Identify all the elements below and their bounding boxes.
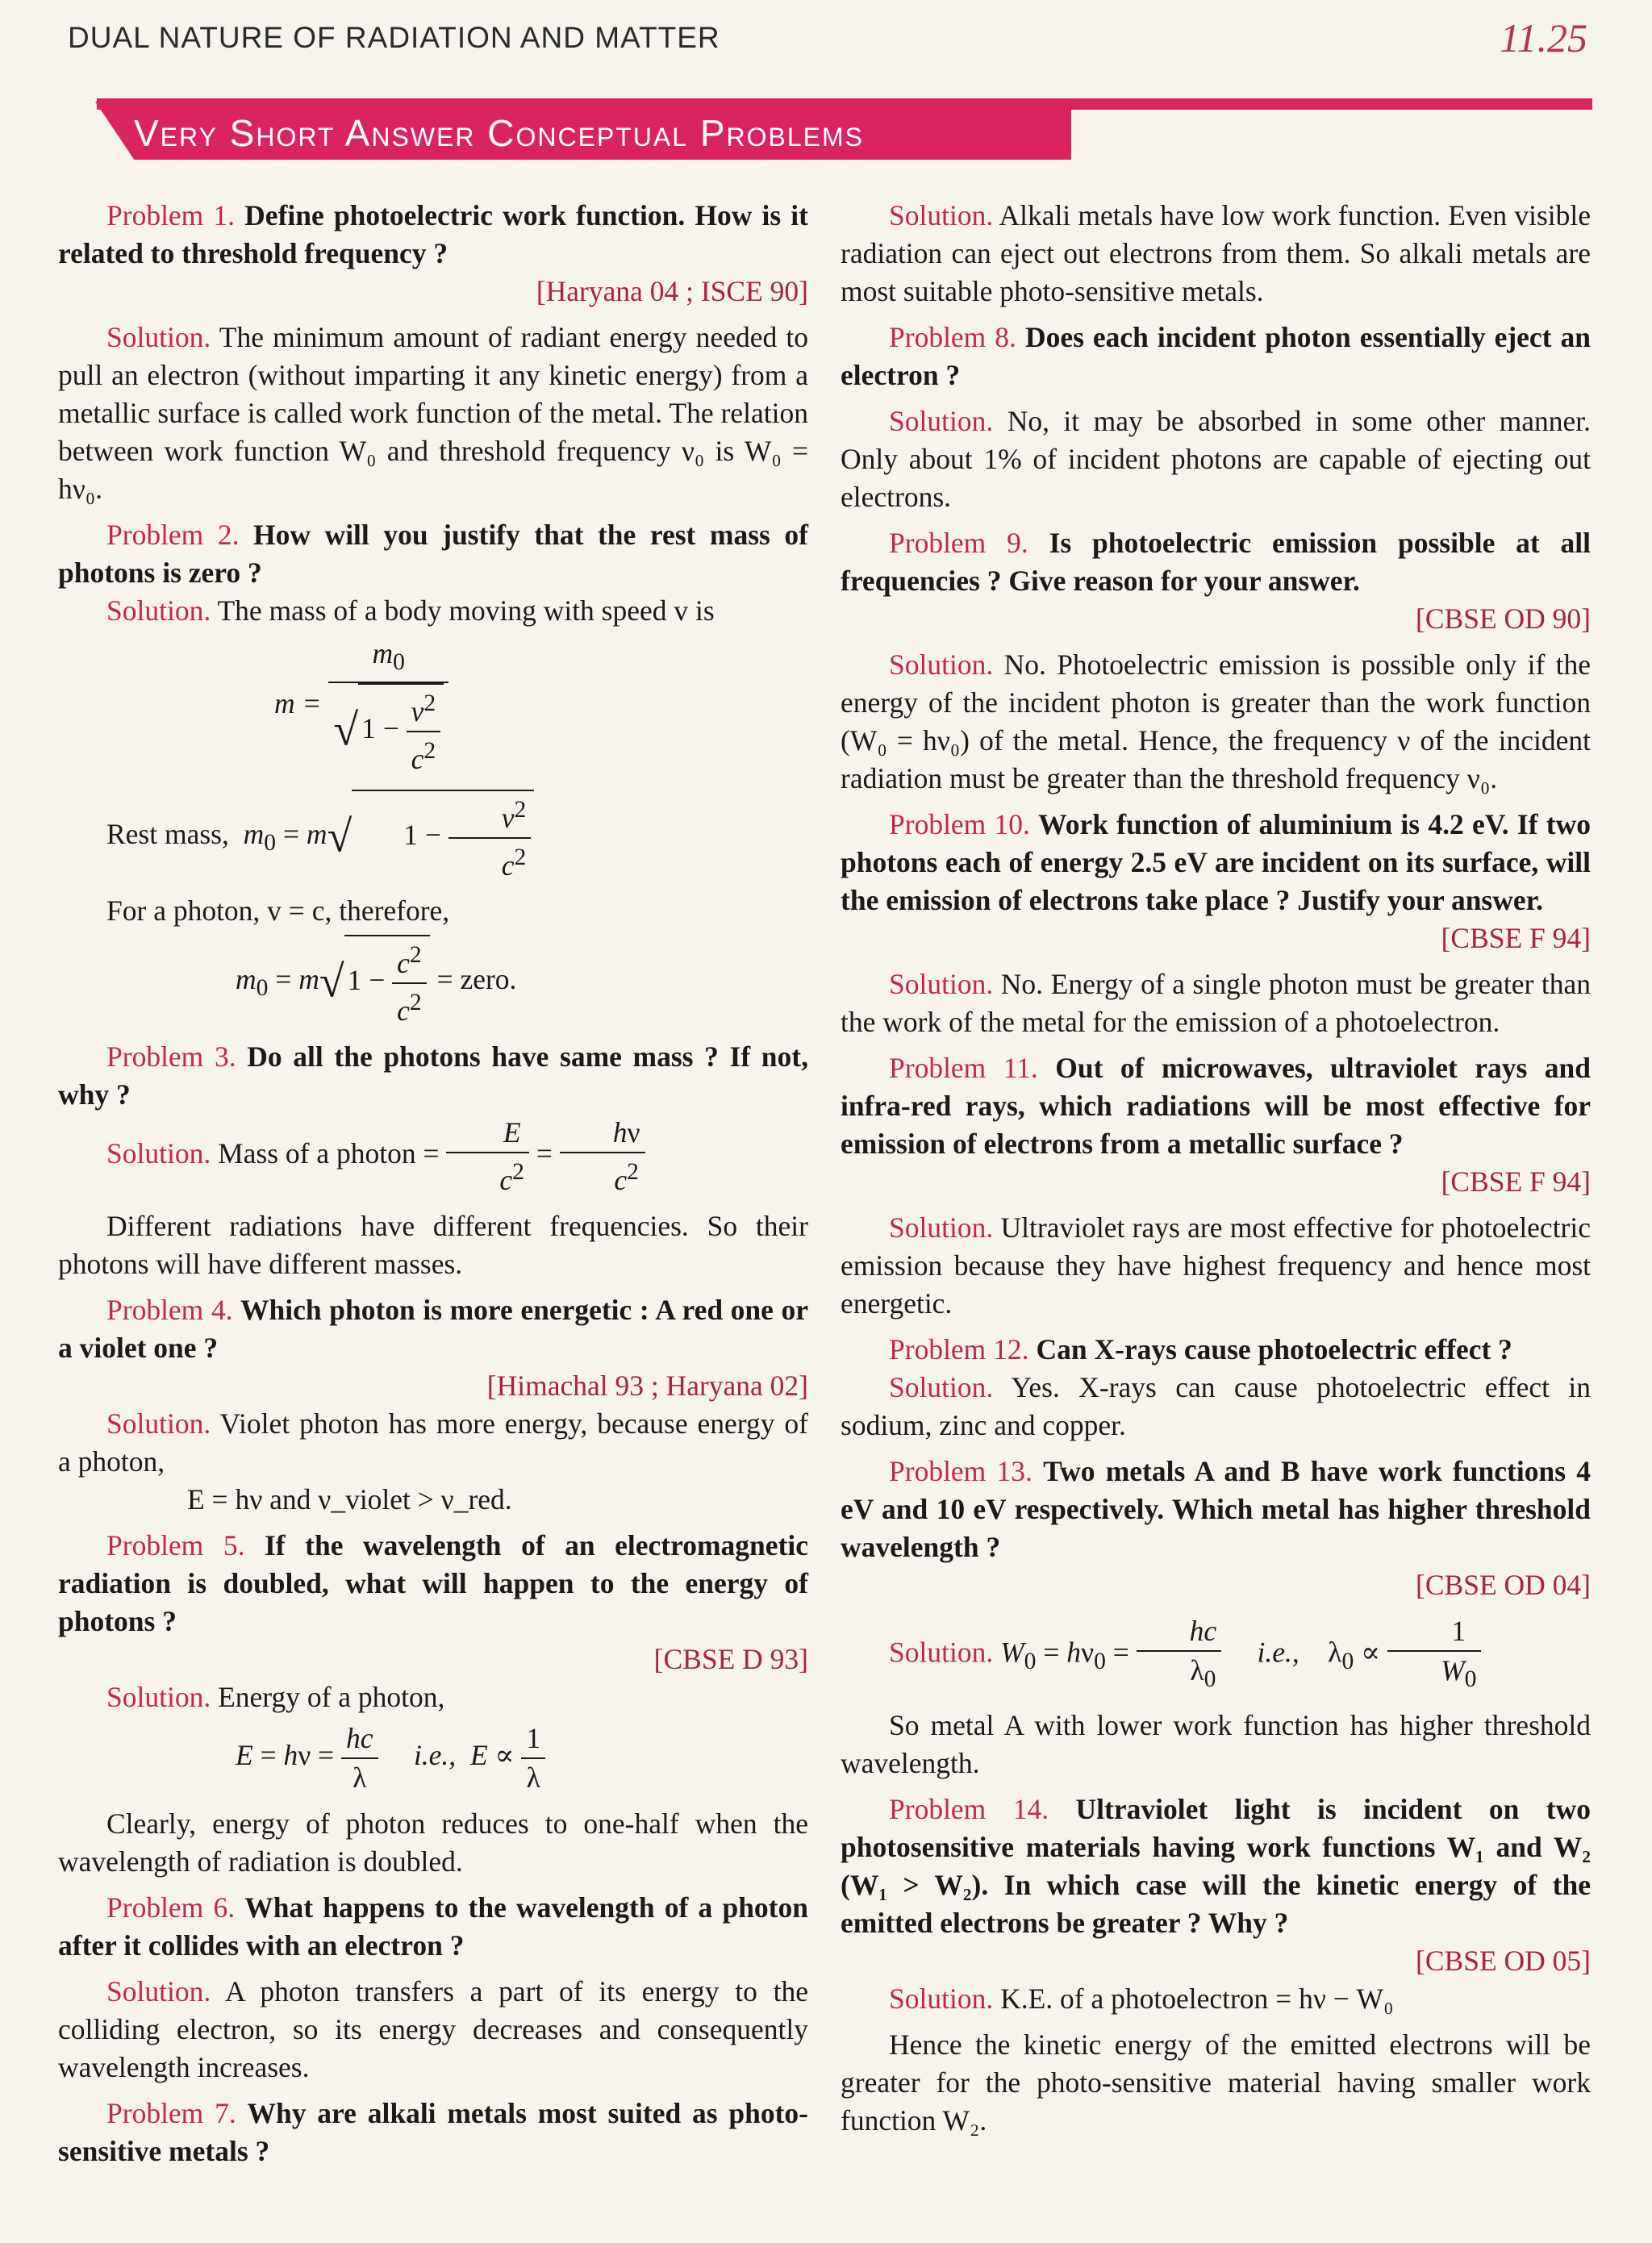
photon-case: For a photon, v = c, therefore,: [106, 894, 450, 928]
citation: [CBSE D 93]: [653, 1642, 808, 1675]
solution-text: Ultraviolet rays are most effective for photoelectric emission because they have highest frequency and hence most energetic.: [841, 1211, 1591, 1320]
problem-label: Problem 10.: [889, 808, 1030, 840]
page-number: 11.25: [1500, 15, 1587, 60]
fraction: $m_0$ √ 1 − $\frac{v^2}{c^2}$: [328, 635, 448, 778]
citation: [CBSE OD 05]: [1416, 1945, 1591, 1978]
problem-label: Problem 3.: [106, 1040, 236, 1074]
solution-text: K.E. of a photoelectron = hν − W₀: [1000, 1982, 1394, 2016]
problem-8: [841, 319, 1591, 394]
problem-label: Problem 1.: [106, 199, 236, 231]
problem-14: [841, 1791, 1591, 1942]
wavelength-eq: E = hν = $\frac{hc}{\lambda}$ i.e., E ∝ $\frac{1}{\lambda}$: [236, 1720, 808, 1797]
zero-rest-mass-eq: $m_0 = m√$ 1 − $\frac{c^2}{c^2}$ = zero.: [236, 935, 808, 1030]
solution-8: [841, 402, 1591, 516]
solution-14: [841, 1980, 1591, 2018]
problem-10: [841, 806, 1591, 919]
solution-3-cont: Different radiations have different frequencies. So their photons will have different masses.: [58, 1209, 808, 1280]
solution-text: Alkali metals have low work function. Even visible radiation can eject out electrons from them. So alkali metals are most suitable photo-sensitive metals.: [841, 199, 1592, 307]
equation-result: = zero.: [436, 963, 517, 996]
citation: [CBSE F 94]: [1441, 1165, 1591, 1198]
solution-text: Yes. X-rays can cause photoelectric effect in sodium, zinc and copper.: [841, 1371, 1592, 1441]
question-text: If the wavelength of an electromagnetic radiation is doubled, what will happen to the energy of photons ?: [58, 1528, 809, 1637]
solution-label: Solution.: [106, 321, 211, 353]
question-text: Is photoelectric emission possible at all frequencies ? Give reason for your answer.: [841, 527, 1591, 597]
solution-text: No, it may be absorbed in some other manner. Only about 1% of incident photons are capable of ejecting out electrons.: [841, 405, 1591, 513]
problem-6: [58, 1889, 808, 1965]
right-column: [841, 197, 1591, 2140]
rest-mass-label: Rest mass,: [106, 817, 229, 850]
problem-11: [841, 1049, 1591, 1163]
solution-7: [841, 197, 1591, 311]
question-text: Why are alkali metals most suited as photo-sensitive metals ?: [58, 2096, 808, 2167]
problem-4: [58, 1291, 808, 1367]
solution-3: Solution. Mass of a photon = $\frac{E}{c^2}$ = $\frac{h\nu}{c^2}$: [58, 1114, 808, 1199]
solution-label: Solution.: [889, 1636, 994, 1669]
equation-mass: [274, 635, 808, 778]
problem-label: Problem 4.: [106, 1293, 233, 1326]
citation: [Himachal 93 ; Haryana 02]: [486, 1369, 808, 1402]
solution-10: [841, 965, 1591, 1041]
solution-13-cont: So metal A with lower work function has higher threshold wavelength.: [841, 1709, 1591, 1780]
left-column: [58, 197, 808, 2170]
problem-label: Problem 12.: [889, 1333, 1029, 1365]
solution-label: Solution.: [106, 594, 211, 627]
solution-label: Solution.: [106, 1137, 211, 1170]
question-text: Out of microwaves, ultraviolet rays and infra-red rays, which radiations will be most effective for emission of electrons from a metallic surface ?: [841, 1052, 1591, 1160]
chapter-title: DUAL NATURE OF RADIATION AND MATTER: [68, 21, 720, 54]
problem-12: [841, 1331, 1591, 1369]
solution-text: No. Photoelectric emission is possible only if the energy of the incident photon is greater than the work function (W₀ = hν₀) of the metal. Hence, the frequency ν of the incident radiation must be greater than the threshold frequency ν₀.: [841, 648, 1592, 794]
problem-label: Problem 8.: [889, 321, 1016, 353]
solution-label: Solution.: [889, 1211, 994, 1244]
solution-1: [58, 319, 808, 508]
solution-5-cont: Clearly, energy of photon reduces to one-half when the wavelength of radiation is doubled.: [58, 1807, 808, 1878]
solution-6: [58, 1973, 808, 2087]
problem-label: Problem 7.: [106, 2096, 236, 2129]
solution-label: Solution.: [889, 1982, 994, 2016]
question-text: Does each incident photon essentially eject an electron ?: [841, 321, 1592, 391]
equation-lhs: m =: [274, 687, 322, 720]
citation: [CBSE OD 90]: [1416, 602, 1591, 635]
question-text: Work function of aluminium is 4.2 eV. If two photons each of energy 2.5 eV are incident on its surface, will the emission of electrons take place ? Justify your answer.: [841, 808, 1591, 916]
solution-label: Solution.: [889, 648, 994, 681]
citation: [Haryana 04 ; ISCE 90]: [536, 275, 808, 307]
problem-2: [58, 516, 808, 592]
solution-14-cont: Hence the kinetic energy of the emitted electrons will be greater for the photo-sensitive material having smaller work function W₂.: [841, 2028, 1591, 2137]
problem-label: Problem 2.: [106, 519, 240, 551]
solution-label: Solution.: [106, 1680, 211, 1713]
solution-2: [58, 592, 808, 630]
problem-label: Problem 6.: [106, 1891, 236, 1924]
problem-3: [58, 1038, 808, 1114]
solution-text: Mass of a photon =: [218, 1137, 440, 1170]
solution-text: No. Energy of a single photon must be greater than the work of the metal for the emission of a photoelectron.: [841, 968, 1591, 1038]
solution-text: Energy of a photon,: [218, 1680, 445, 1713]
solution-13: Solution. $W_0 = h\nu_0$ = $\frac{hc}{\lambda_0}$ i.e., $\lambda_0$ ∝ $\frac{1}{W_0}$: [841, 1612, 1591, 1699]
solution-label: Solution.: [889, 1371, 994, 1403]
solution-5: [58, 1678, 808, 1716]
solution-label: Solution.: [889, 968, 994, 1000]
problem-13: [841, 1453, 1591, 1566]
solution-text: Violet photon has more energy, because energy of a photon,: [58, 1407, 808, 1478]
section-title: Very Short Answer Conceptual Problems: [134, 112, 865, 154]
problem-1: [58, 197, 808, 273]
problem-label: Problem 14.: [889, 1793, 1049, 1826]
solution-label: Solution.: [106, 1974, 211, 2007]
problem-label: Problem 13.: [889, 1455, 1032, 1487]
solution-label: Solution.: [889, 405, 994, 437]
rest-mass-eq: Rest mass, $m_0 = m√$ 1 − $\frac{v^2}{c^2}$: [58, 790, 808, 885]
problem-label: Problem 11.: [889, 1052, 1038, 1084]
problem-label: Problem 5.: [106, 1528, 245, 1561]
problem-label: Problem 9.: [889, 527, 1028, 559]
solution-9: [841, 646, 1591, 798]
question-text: Can X-rays cause photoelectric effect ?: [1036, 1333, 1512, 1365]
problem-5: [58, 1527, 808, 1641]
energy-eq: E = hν and ν_violet > ν_red.: [187, 1482, 512, 1515]
solution-label: Solution.: [889, 199, 994, 231]
solution-label: Solution.: [106, 1407, 211, 1440]
solution-4: [58, 1405, 808, 1481]
solution-text: The mass of a body moving with speed v is: [217, 594, 715, 627]
citation: [CBSE OD 04]: [1416, 1569, 1591, 1601]
question-text: Do all the photons have same mass ? If not, why ?: [58, 1040, 809, 1111]
question-text: Ultraviolet light is incident on two photosensitive materials having work functions W₁ and W₂ (W₁ > W₂). In which case will the kinetic energy of the emitted electrons be greater ? Why ?: [841, 1793, 1591, 1940]
question-text: Two metals A and B have work functions 4 eV and 10 eV respectively. Which metal has higher threshold wavelength ?: [841, 1455, 1591, 1563]
solution-text: A photon transfers a part of its energy to the colliding electron, so its energy decreases and consequently wavelength increases.: [58, 1974, 808, 2083]
solution-11: [841, 1209, 1591, 1323]
question-text: Which photon is more energetic : A red one or a violet one ?: [58, 1293, 808, 1364]
solution-text: The minimum amount of radiant energy needed to pull an electron (without imparting it any kinetic energy) from a metallic surface is called work function of the metal. The relation between work function W₀ and threshold frequency ν₀ is W₀ = hν₀.: [58, 321, 808, 505]
solution-12: [841, 1369, 1591, 1445]
question-text: Define photoelectric work function. How is it related to threshold frequency ?: [58, 199, 808, 269]
question-text: How will you justify that the rest mass of photons is zero ?: [58, 519, 808, 589]
citation: [CBSE F 94]: [1441, 922, 1591, 954]
problem-7: [58, 2095, 808, 2170]
problem-9: [841, 524, 1591, 600]
question-text: What happens to the wavelength of a photon after it collides with an electron ?: [58, 1891, 808, 1962]
